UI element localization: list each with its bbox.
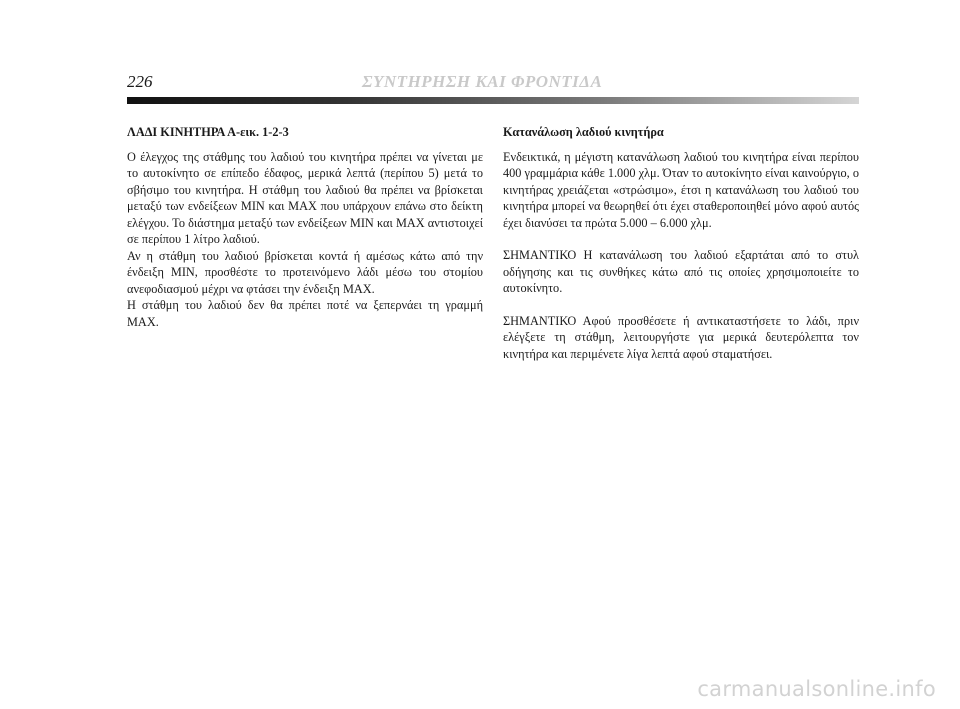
- left-heading: ΛΑΔΙ ΚΙΝΗΤΗΡΑ Α-εικ. 1-2-3: [127, 125, 289, 139]
- watermark: carmanualsonline.info: [697, 677, 936, 701]
- right-paragraph-2: ΣΗΜΑΝΤΙΚΟ Η κατανάλωση του λαδιού εξαρτάται από το στυλ οδήγησης και τις συνθήκες κάτω από τις οποίες χρησιμοποιείτε το αυτοκίνητο.: [503, 248, 859, 295]
- left-paragraph-3: Η στάθμη του λαδιού δεν θα πρέπει ποτέ να ξεπερνάει τη γραμμή MAX.: [127, 298, 483, 329]
- section-title: ΣΥΝΤΗΡΗΣΗ ΚΑΙ ΦΡΟΝΤΙΔΑ: [362, 72, 603, 91]
- left-paragraph-1: Ο έλεγχος της στάθμης του λαδιού του κινητήρα πρέπει να γίνεται με το αυτοκίνητο σε επίπεδο έδαφος, μερικά λεπτά (περίπου 5) μετά το σβήσιμο του κινητήρα. Η στάθμη του λαδιού θα πρέπει να βρίσκεται μεταξύ των ενδείξεων MIN και MAX που υπάρχουν επάνω στο δείκτη ελέγχου. Το διάστημα μεταξύ των ενδείξεων MIN και MAX αντιστοιχεί σε περίπου 1 λίτρο λαδιού.: [127, 149, 483, 246]
- header-rule: [127, 97, 859, 104]
- left-paragraph-2: Αν η στάθμη του λαδιού βρίσκεται κοντά ή αμέσως κάτω από την ένδειξη MIN, προσθέστε το προτεινόμενο λάδι μέσω του στομίου ανεφοδιασμού μέχρι να φτάσει την ένδειξη MAX.: [127, 248, 483, 296]
- right-paragraph-1: Ενδεικτικά, η μέγιστη κατανάλωση λαδιού του κινητήρα είναι περίπου 400 γραμμάρια κάθε 1.000 χλμ. Όταν το αυτοκίνητο είναι καινούργιο, ο κινητήρας χρειάζεται «στρώσιμο», έτσι η κατανάλωση του λαδιού του κινητήρα μπορεί να θεωρηθεί ότι έχει σταθεροποιηθεί μόνο αφού αυτός έχει διανύσει τα πρώτα 5.000 – 6.000 χλμ.: [503, 149, 859, 230]
- left-column: [127, 124, 483, 330]
- page-number: 226: [127, 72, 153, 91]
- right-heading: Κατανάλωση λαδιού κινητήρα: [503, 125, 664, 139]
- right-column: [503, 124, 859, 362]
- right-paragraph-3: ΣΗΜΑΝΤΙΚΟ Αφού προσθέσετε ή αντικαταστήσετε το λάδι, πριν ελέγξετε τη στάθμη, λειτουργήστε για μερικά δευτερόλεπτα τον κινητήρα και περιμένετε λίγα λεπτά αφού σταματήσει.: [503, 313, 859, 361]
